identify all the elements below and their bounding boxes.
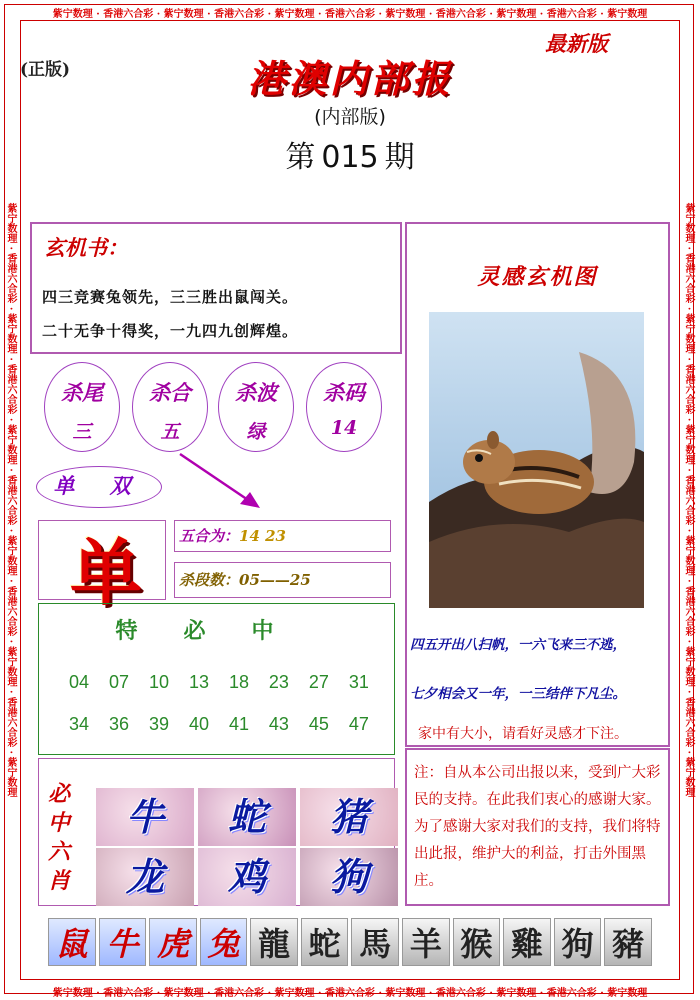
number-row-2: [69, 714, 369, 735]
page-title: 港澳内部报: [247, 56, 453, 101]
kill-range-label: 杀段数：: [179, 571, 240, 589]
hint-value: 三: [72, 421, 92, 443]
hint-value: 14: [330, 417, 358, 439]
ribbon-left: 紫宁数理 · 香港六合彩 · 紫宁数理 · 香港六合彩 · 紫宁数理 · 香港六合彩 · 紫宁数理 · 香港六合彩 · 紫宁数理 · 香港六合彩 · 紫宁数理: [5, 202, 16, 798]
hint-value: 绿: [246, 421, 266, 443]
zodiac-char: 狗: [329, 854, 368, 899]
zodiac-tile: 狗: [554, 918, 602, 966]
special-number: 04: [69, 672, 90, 692]
riddle-label: 玄机书：: [44, 235, 128, 260]
special-number: 39: [148, 714, 169, 734]
hint-label: 杀波: [235, 380, 277, 405]
bizhong-label: 必中六肖: [47, 781, 70, 894]
ribbon-right: 紫宁数理 · 香港六合彩 · 紫宁数理 · 香港六合彩 · 紫宁数理 · 香港六合彩 · 紫宁数理 · 香港六合彩 · 紫宁数理 · 香港六合彩 · 紫宁数理: [683, 202, 694, 798]
hint-value: 五: [160, 421, 180, 443]
special-number: 34: [69, 714, 90, 734]
zodiac-tile: 兔: [200, 918, 248, 966]
five-he-box: [174, 520, 391, 552]
zodiac-tile: 猴: [453, 918, 501, 966]
zodiac-tile: 馬: [351, 918, 399, 966]
special-number: 07: [108, 672, 130, 692]
inspiration-title: 灵感玄机图: [477, 264, 598, 290]
note-text: 注：自从本公司出报以来，受到广大彩民的支持。在此我们衷心的感谢大家。为了感谢大家对我们的支持，我们将特出此报，维护大的利益，打击外围黑庄。: [414, 765, 661, 889]
zodiac-strip: [48, 918, 652, 968]
zodiac-char: 猪: [329, 794, 368, 839]
riddle-divider: [30, 352, 402, 354]
hint-label: 杀尾: [61, 380, 103, 405]
zodiac-card: [300, 848, 398, 906]
zodiac-tile: 虎: [149, 918, 197, 966]
kill-range-box: [174, 562, 391, 598]
edition-tag: (正版): [20, 60, 71, 80]
zodiac-char: 蛇: [227, 794, 266, 839]
special-number: 36: [108, 714, 130, 734]
issue-value: 015: [321, 140, 379, 175]
issue-suffix: 期: [384, 140, 415, 175]
zodiac-char: 鸡: [227, 854, 266, 899]
zodiac-tile: 牛: [99, 918, 147, 966]
special-number: 23: [268, 672, 289, 692]
inspiration-poem-2: 七夕相会又一年，一三结伴下凡尘。: [410, 686, 626, 702]
special-number: 43: [268, 714, 289, 734]
number-row-1: [69, 672, 369, 693]
special-title: 特必中: [115, 618, 320, 644]
ribbon-bottom: 紫宁数理 · 香港六合彩 · 紫宁数理 · 香港六合彩 · 紫宁数理 · 香港六合彩 · 紫宁数理 · 香港六合彩 · 紫宁数理 · 香港六合彩 · 紫宁数理: [52, 988, 648, 998]
five-he-label: 五合为：: [179, 527, 240, 545]
ribbon-top: 紫宁数理 · 香港六合彩 · 紫宁数理 · 香港六合彩 · 紫宁数理 · 香港六合彩 · 紫宁数理 · 香港六合彩 · 紫宁数理 · 香港六合彩 · 紫宁数理: [52, 9, 648, 19]
big-odd-char: 单: [70, 530, 143, 615]
special-number: 45: [308, 714, 329, 734]
zodiac-char: 牛: [125, 794, 164, 839]
zodiac-card: [96, 788, 194, 846]
special-number: 47: [348, 714, 369, 734]
zodiac-card: [198, 788, 296, 846]
special-number: 40: [188, 714, 209, 734]
hint-oval-wave: [218, 362, 294, 452]
hint-label: 杀码: [323, 380, 365, 405]
hint-oval-code: [306, 362, 382, 452]
zodiac-tile: 豬: [604, 918, 652, 966]
zodiac-card: [96, 848, 194, 906]
chipmunk-image: [429, 312, 644, 608]
arrow-icon: [170, 448, 270, 518]
hint-oval-he: [132, 362, 208, 452]
special-number: 41: [228, 714, 249, 734]
five-he-value: 14 23: [239, 527, 286, 545]
special-number: 10: [148, 672, 169, 692]
zodiac-tile: 鼠: [48, 918, 96, 966]
page-subtitle: (内部版): [314, 106, 386, 128]
special-number: 31: [348, 672, 369, 692]
latest-tag: 最新版: [545, 31, 608, 56]
zodiac-tile: 雞: [503, 918, 551, 966]
special-numbers-box: [38, 603, 395, 755]
special-number: 27: [308, 672, 329, 692]
zodiac-tile: 蛇: [301, 918, 349, 966]
special-number: 13: [188, 672, 209, 692]
zodiac-tile: 羊: [402, 918, 450, 966]
odd-even-label: 单 双: [36, 466, 162, 508]
issue-number: [0, 132, 700, 176]
inspiration-reminder: 家中有大小，请看好灵感才下注。: [418, 726, 628, 742]
hint-label: 杀合: [149, 380, 191, 405]
zodiac-char: 龙: [125, 854, 164, 899]
issue-prefix: 第: [285, 140, 316, 175]
zodiac-card: [300, 788, 398, 846]
zodiac-tile: 龍: [250, 918, 298, 966]
kill-range-value: 05——25: [239, 571, 311, 589]
hint-oval-tail: [44, 362, 120, 452]
zodiac-card: [198, 848, 296, 906]
riddle-line-2: 二十无争十得奖，一九四九创辉煌。: [42, 322, 299, 340]
special-number: 18: [228, 672, 249, 692]
riddle-line-1: 四三竞赛兔领先，三三胜出鼠闯关。: [42, 288, 299, 306]
inspiration-poem-1: 四五开出八扫帆，一六飞来三不逃，: [410, 637, 626, 653]
